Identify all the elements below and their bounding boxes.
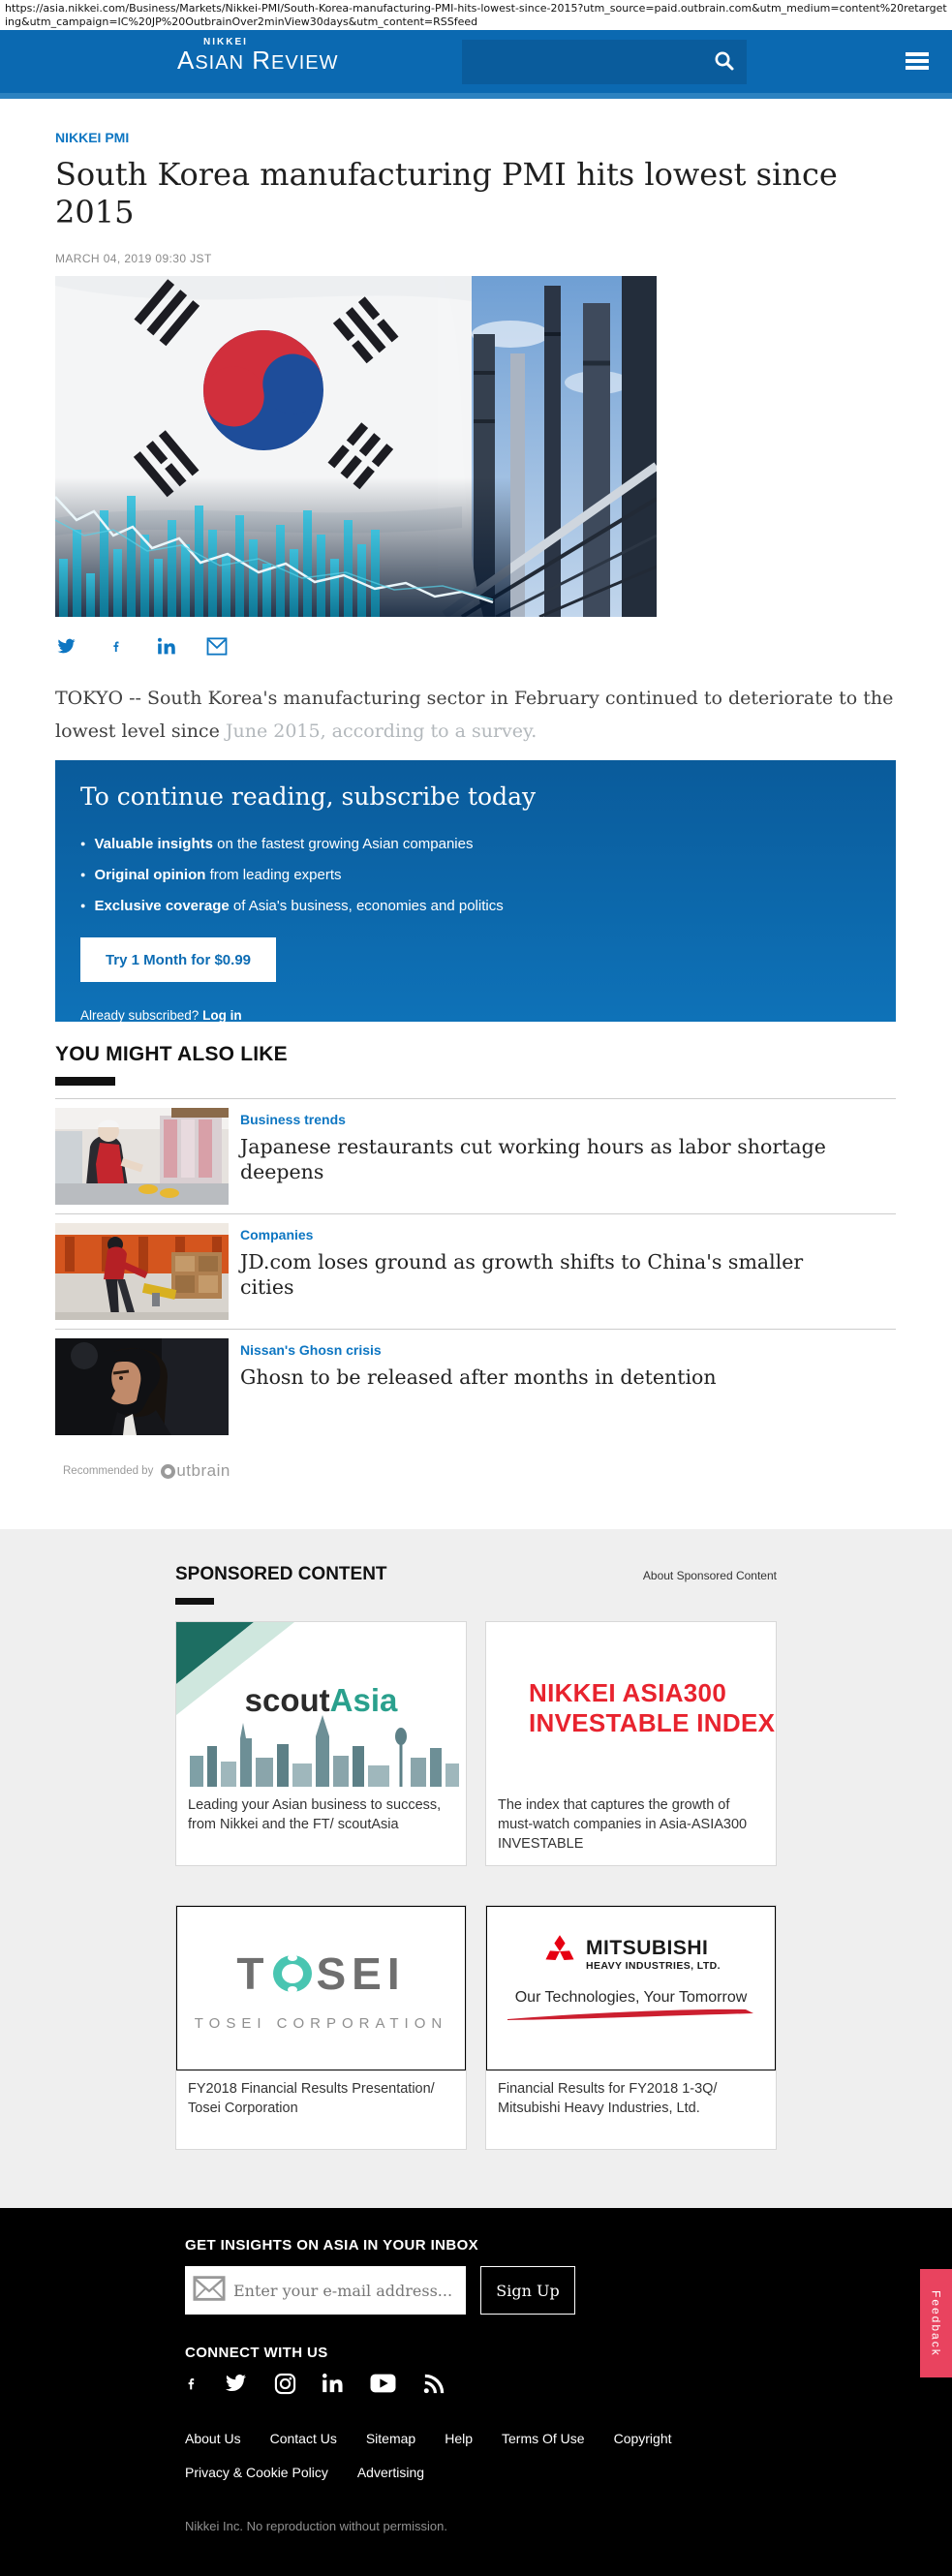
article-date: MARCH 04, 2019 09:30 JST (55, 252, 212, 265)
list-item[interactable] (55, 1213, 896, 1329)
article-thumbnail-ghosn (55, 1338, 229, 1435)
sponsored-card-scoutasia[interactable] (175, 1621, 467, 1866)
article-main (55, 99, 896, 1481)
tosei-corporation-label: TOSEI CORPORATION (194, 2015, 448, 2032)
footer-linkedin-icon[interactable] (322, 2373, 344, 2396)
ymal-item-category[interactable]: Nissan's Ghosn crisis (240, 1342, 382, 1358)
footer-facebook-icon[interactable] (185, 2373, 198, 2396)
tosei-logo: T SEI (236, 1948, 406, 1999)
footer-link-sitemap[interactable]: Sitemap (365, 2431, 416, 2446)
signup-button[interactable]: Sign Up (480, 2266, 575, 2315)
ymal-item-text (240, 1223, 860, 1320)
share-email-icon[interactable] (206, 637, 228, 657)
asia300-creative (486, 1622, 776, 1787)
scoutasia-logo: scoutAsia (244, 1682, 398, 1718)
sponsored-card-asia300[interactable] (485, 1621, 777, 1866)
ymal-item-title[interactable]: JD.com loses ground as growth shifts to China's smaller cities (240, 1250, 804, 1299)
page-title: South Korea manufacturing PMI hits lowest since 2015 (55, 156, 838, 230)
login-link[interactable]: Log in (202, 1008, 242, 1023)
recommended-by-label: Recommended by (63, 1465, 154, 1477)
share-facebook-icon[interactable] (106, 637, 127, 657)
search-button[interactable] (714, 50, 747, 75)
footer-link-copyright[interactable]: Copyright (613, 2431, 672, 2446)
mitsubishi-name: MITSUBISHI HEAVY INDUSTRIES, LTD. (586, 1936, 721, 1972)
search-icon (714, 60, 735, 75)
outbrain-attribution (63, 1461, 896, 1481)
newsletter-form (185, 2266, 952, 2315)
subscribe-trial-button[interactable]: Try 1 Month for $0.99 (80, 937, 276, 982)
asia300-logo: NIKKEI ASIA300 INVESTABLE INDEX (529, 1678, 776, 1737)
already-subscribed: Already subscribed? Log in (80, 1008, 242, 1023)
footer-links-row1 (185, 2431, 952, 2446)
sponsored-card-mitsubishi[interactable] (485, 1905, 777, 2150)
footer-link-contact[interactable]: Contact Us (269, 2431, 337, 2446)
mitsubishi-creative (486, 1906, 776, 2070)
outbrain-o-icon (161, 1464, 175, 1479)
ymal-list (55, 1098, 896, 1444)
share-twitter-icon[interactable] (55, 637, 77, 657)
paywall-box (55, 760, 896, 1022)
sponsored-card-tosei[interactable] (175, 1905, 467, 2150)
ymal-item-category[interactable]: Business trends (240, 1112, 346, 1127)
sponsored-content-section (0, 1529, 952, 2208)
footer-youtube-icon[interactable] (370, 2373, 396, 2396)
sponsored-heading-bar (175, 1598, 214, 1605)
ymal-item-category[interactable]: Companies (240, 1227, 314, 1242)
body-faded-text: June 2015, according to a survey. (225, 721, 537, 742)
search-box (462, 40, 747, 84)
hamburger-menu-icon[interactable] (906, 52, 929, 73)
footer-rss-icon[interactable] (422, 2373, 445, 2396)
email-box (185, 2266, 466, 2315)
mitsubishi-tagline: Our Technologies, Your Tomorrow (514, 1989, 748, 2006)
footer-link-terms[interactable]: Terms Of Use (502, 2431, 585, 2446)
email-field[interactable] (226, 2282, 466, 2300)
copyright-notice: Nikkei Inc. No reproduction without permission. (185, 2519, 447, 2533)
article-category-link[interactable]: NIKKEI PMI (55, 130, 130, 145)
logo-nikkei: NIKKEI (203, 37, 248, 47)
ymal-item-text (240, 1108, 860, 1205)
paywall-bullet: ● Valuable insights on the fastest growing Asian companies (80, 836, 871, 852)
url-bar (0, 0, 952, 30)
list-item[interactable] (55, 1098, 896, 1213)
sponsored-caption: Financial Results for FY2018 1-3Q/ Mitsubishi Heavy Industries, Ltd. (498, 2081, 718, 2116)
nikkei-asian-review-logo[interactable] (177, 37, 339, 76)
footer-link-about[interactable]: About Us (185, 2431, 241, 2446)
mitsubishi-swoosh (506, 2007, 757, 2022)
newsletter-heading: GET INSIGHTS ON ASIA IN YOUR INBOX (185, 2237, 479, 2254)
url-line1: https://asia.nikkei.com/Business/Markets/Nikkei-PMI/South-Korea-manufacturing-PMI-hits-lowest-since-2015?utm_source=paid.outbrain. (5, 2, 729, 15)
footer-link-help[interactable]: Help (445, 2431, 473, 2446)
sponsored-caption: The index that captures the growth of must-watch companies in Asia-ASIA300 INVESTABLE (498, 1797, 748, 1852)
article-thumbnail-warehouse (55, 1223, 229, 1320)
mitsubishi-diamonds-icon (541, 1934, 578, 1974)
ymal-heading-bar (55, 1077, 115, 1086)
feedback-tab[interactable]: Feedback (920, 2269, 952, 2377)
ymal-item-text (240, 1338, 717, 1435)
footer-link-privacy[interactable]: Privacy & Cookie Policy (185, 2465, 328, 2480)
footer-twitter-icon[interactable] (224, 2373, 248, 2396)
sponsored-caption: FY2018 Financial Results Presentation/ Tosei Corporation (188, 2081, 435, 2116)
tosei-creative (176, 1906, 466, 2070)
you-might-also-like-section (55, 1043, 896, 1481)
article-thumbnail-restaurant (55, 1108, 229, 1205)
sponsored-heading: SPONSORED CONTENT (175, 1564, 387, 1584)
footer-link-advertising[interactable]: Advertising (356, 2465, 425, 2480)
about-sponsored-link[interactable]: About Sponsored Content (642, 1569, 777, 1582)
footer-social-row (185, 2373, 952, 2396)
footer-instagram-icon[interactable] (274, 2373, 296, 2396)
connect-heading: CONNECT WITH US (185, 2345, 328, 2361)
logo-wordmark: ASIAN REVIEW (177, 46, 339, 75)
scoutasia-creative (176, 1622, 466, 1787)
paywall-bullets (80, 836, 871, 914)
paywall-bullet: ● Exclusive coverage of Asia's business, economies and politics (80, 898, 871, 914)
site-header (0, 30, 952, 93)
paywall-heading: To continue reading, subscribe today (80, 782, 537, 811)
outbrain-logo[interactable]: utbrain (161, 1461, 230, 1481)
ymal-item-title[interactable]: Ghosn to be released after months in detention (240, 1365, 717, 1389)
footer-links-row2 (185, 2465, 952, 2480)
ymal-heading: YOU MIGHT ALSO LIKE (55, 1043, 288, 1065)
share-row (55, 637, 896, 657)
sponsored-grid (175, 1621, 777, 2150)
share-linkedin-icon[interactable] (156, 637, 177, 657)
url-line2: com&utm_medium=content%20retargeting&utm_campaign=IC%20JP%20OutbrainOver2minView30days&utm_content=RSSfeed (5, 2, 947, 28)
sponsored-caption: Leading your Asian business to success, from Nikkei and the FT/ scoutAsia (188, 1797, 442, 1832)
search-input[interactable] (462, 54, 714, 70)
site-footer (0, 2208, 952, 2576)
list-item[interactable] (55, 1329, 896, 1444)
article-hero-image (55, 276, 657, 617)
article-body (55, 682, 896, 748)
body-lead: TOKYO -- South Korea's manufacturing sector in February continued to deteriorate to the lowest level since (55, 688, 894, 742)
ymal-item-title[interactable]: Japanese restaurants cut working hours as labor shortage deepens (240, 1135, 826, 1183)
tosei-o-icon (273, 1955, 312, 1992)
envelope-icon (193, 2274, 226, 2308)
paywall-bullet: ● Original opinion from leading experts (80, 867, 871, 883)
